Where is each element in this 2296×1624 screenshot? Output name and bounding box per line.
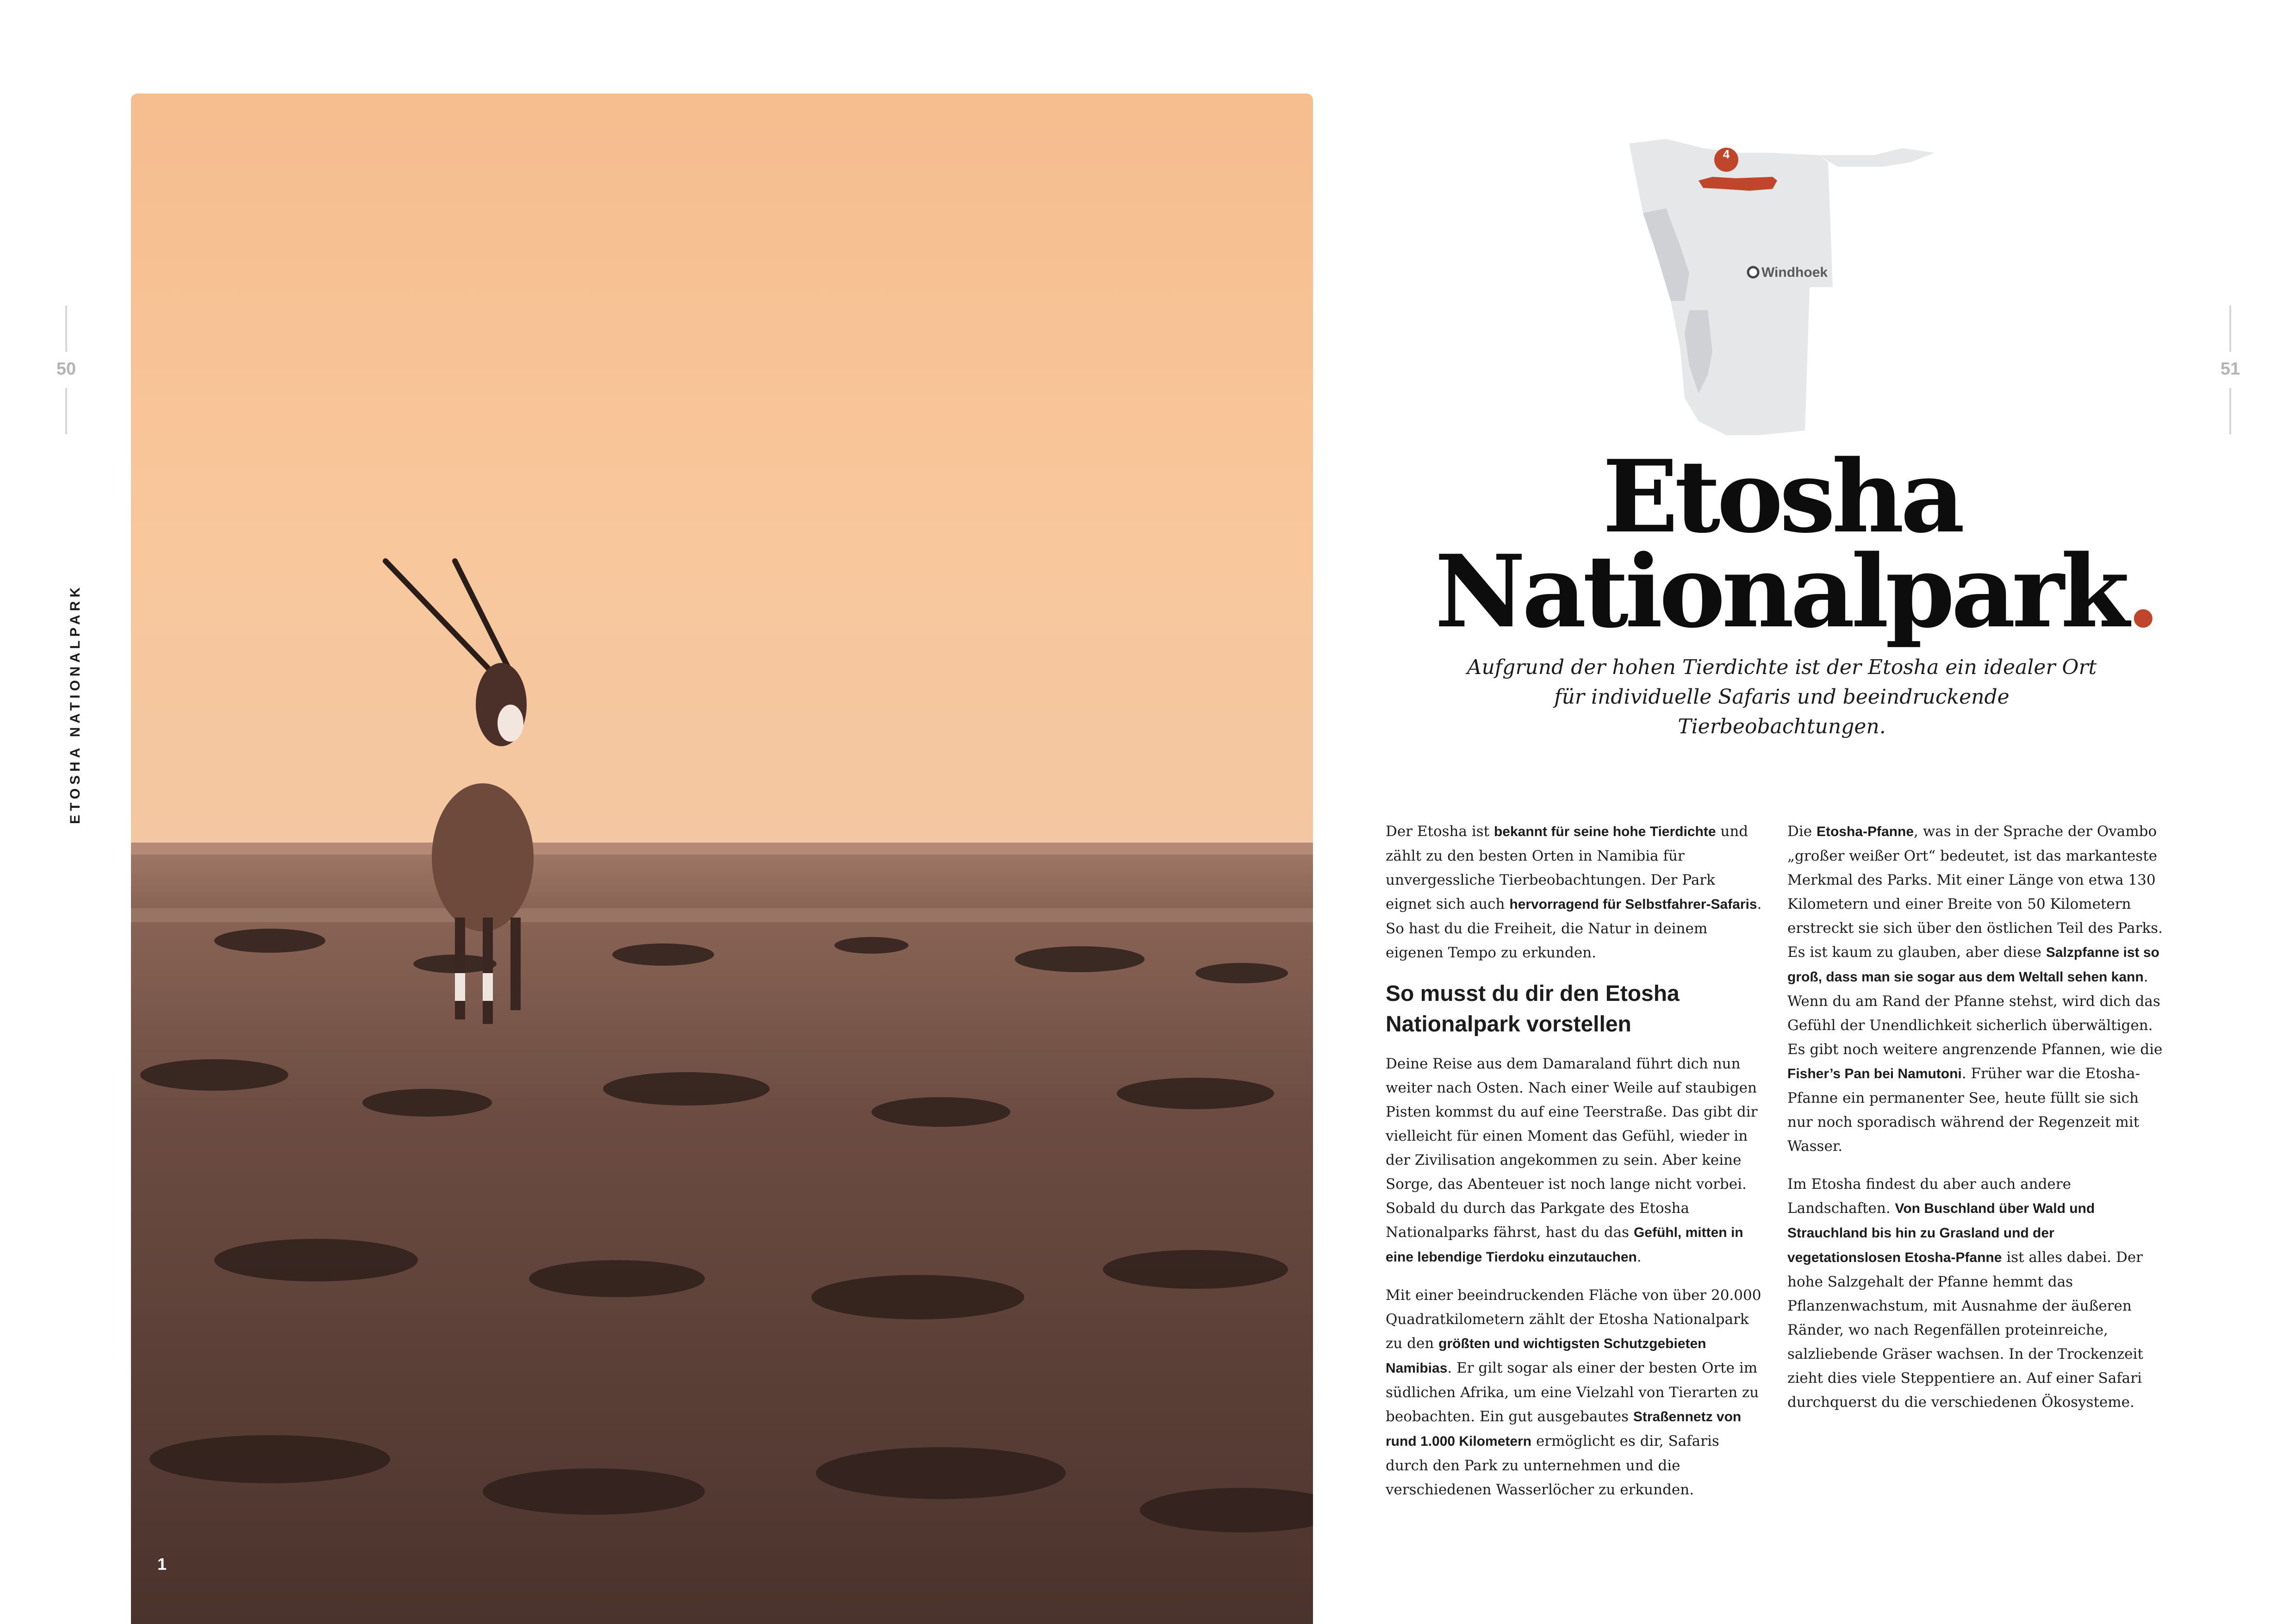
- windhoek-marker: [1748, 267, 1758, 277]
- bold-span: Straßennetz von rund 1.000 Kilometern: [1386, 1409, 1742, 1449]
- text-span: ist alles dabei. Der hohe Salzgehalt der Pfanne hemmt das Pflanzenwachstum, mit Ausnahme der äußeren Ränder, wo nach Regenfällen proteinreiche, salzliebende Gräser wachsen. In der Trockenzeit zieht dies viele Steppentiere an. Auf einer Safari durchquerst du die verschiedenen Ökosysteme.: [1787, 1249, 2143, 1411]
- text-span: Im Etosha findest du aber auch andere Landschaften.: [1787, 1176, 2071, 1217]
- text-span: . Früher war die Etosha-Pfanne ein permanenter See, heute füllt sie sich nur noch sporadisch während der Regenzeit mit Wasser.: [1787, 1065, 2140, 1155]
- title-line-1: Etosha: [1602, 438, 1961, 555]
- page-marker-line: [65, 306, 67, 352]
- side-section-label: ETOSHA NATIONALPARK: [68, 583, 83, 824]
- bold-span: Von Buschland über Wald und Strauchland bis hin zu Grasland und der vegetationslosen Etosha-Pfanne: [1787, 1201, 2095, 1265]
- photo-number: 1: [157, 1555, 167, 1574]
- title-accent-dot: .: [2126, 533, 2157, 650]
- oryx-photo: [131, 94, 1313, 1624]
- text-span: Der Etosha ist: [1386, 823, 1494, 840]
- text-span: Mit einer beeindruckenden Fläche von über 20.000 Quadratkilometern zählt der Etosha Nationalpark zu den: [1386, 1287, 1761, 1352]
- bold-span: Salzpfanne ist so groß, dass man sie sogar aus dem Weltall sehen kann: [1787, 945, 2159, 985]
- title-line-2-text: Nationalpark: [1435, 533, 2126, 650]
- caprivi-strip: [1819, 148, 1935, 167]
- text-span: Die: [1787, 823, 1817, 840]
- paragraph-journey: [1386, 1052, 1765, 1269]
- text-span: , was in der Sprache der Ovambo „großer weißer Ort“ bedeutet, ist das markanteste Merkmal des Parks. Mit einer Länge von etwa 130 Kilometern und einer Breite von 50 Kilometern erstreckt sie sich über den östlichen Teil des Parks. Es ist kaum zu glauben, aber diese: [1787, 823, 2163, 961]
- text-span: ermöglicht es dir, Safaris durch den Park zu unternehmen und die verschiedenen Wasserlöcher zu erkunden.: [1386, 1433, 1719, 1498]
- text-span: .: [1636, 1249, 1642, 1265]
- title-line-2: [1435, 533, 2157, 650]
- bold-span: Fisher’s Pan bei Namutoni: [1787, 1066, 1962, 1081]
- text-column-left: [1386, 819, 1765, 1516]
- page-title: [1435, 438, 2157, 650]
- bold-span: Gefühl, mitten in eine lebendige Tierdoku einzutauchen: [1386, 1225, 1743, 1265]
- page-number-left: 50: [56, 359, 76, 379]
- section-heading: So musst du dir den Etosha Nationalpark vorstellen: [1386, 981, 1680, 1037]
- text-span: . So hast du die Freiheit, die Natur in deinem eigenen Tempo zu erkunden.: [1386, 896, 1762, 961]
- text-span: Deine Reise aus dem Damaraland führt dich nun weiter nach Osten. Nach einer Weile auf staubigen Pisten kommst du auf eine Teerstraße. Das gibt dir vielleicht für einen Moment das Gefühl, wieder in der Zivilisation angekommen zu sein. Aber keine Sorge, das Abenteuer ist noch lange nicht vorbei. Sobald du durch das Parkgate des Etosha Nationalparks fährst, hast du das: [1386, 1056, 1758, 1241]
- bold-span: Etosha-Pfanne: [1816, 824, 1914, 839]
- bold-span: hervorragend für Selbstfahrer-Safaris: [1509, 897, 1757, 912]
- paragraph-landscapes: [1787, 1172, 2167, 1414]
- paragraph-area: [1386, 1283, 1765, 1502]
- text-span: und zählt zu den besten Orten in Namibia für unvergessliche Tierbeobachtungen. Der Park eignet sich auch: [1386, 823, 1748, 912]
- page-marker-line: [2229, 388, 2231, 434]
- subtitle: Aufgrund der hohen Tierdichte ist der Etosha ein idealer Ort für individuelle Safaris und beeindruckende Tierbeobachtungen.: [1467, 656, 2097, 738]
- paragraph-pan: [1787, 819, 2167, 1158]
- text-span: . Er gilt sogar als einer der besten Orte im südlichen Afrika, um eine Vielzahl von Tierarten zu beobachten. Ein gut ausgebautes: [1386, 1360, 1759, 1425]
- page-marker-line: [65, 388, 67, 434]
- text-column-right: [1787, 819, 2167, 1428]
- namibia-map: [1615, 134, 1939, 440]
- page-number-right: 51: [2220, 359, 2240, 379]
- page-marker-line: [2229, 306, 2231, 352]
- bold-span: größten und wichtigsten Schutzgebieten Namibias: [1386, 1336, 1706, 1376]
- region-pin-number: 4: [1723, 147, 1730, 161]
- paragraph-intro: [1386, 819, 1765, 965]
- windhoek-label: Windhoek: [1761, 265, 1828, 280]
- bold-span: bekannt für seine hohe Tierdichte: [1493, 824, 1716, 839]
- text-span: . Wenn du am Rand der Pfanne stehst, wird dich das Gefühl der Unendlichkeit sicherlich überwältigen. Es gibt noch weitere angrenzende Pfannen, wie die: [1787, 968, 2163, 1058]
